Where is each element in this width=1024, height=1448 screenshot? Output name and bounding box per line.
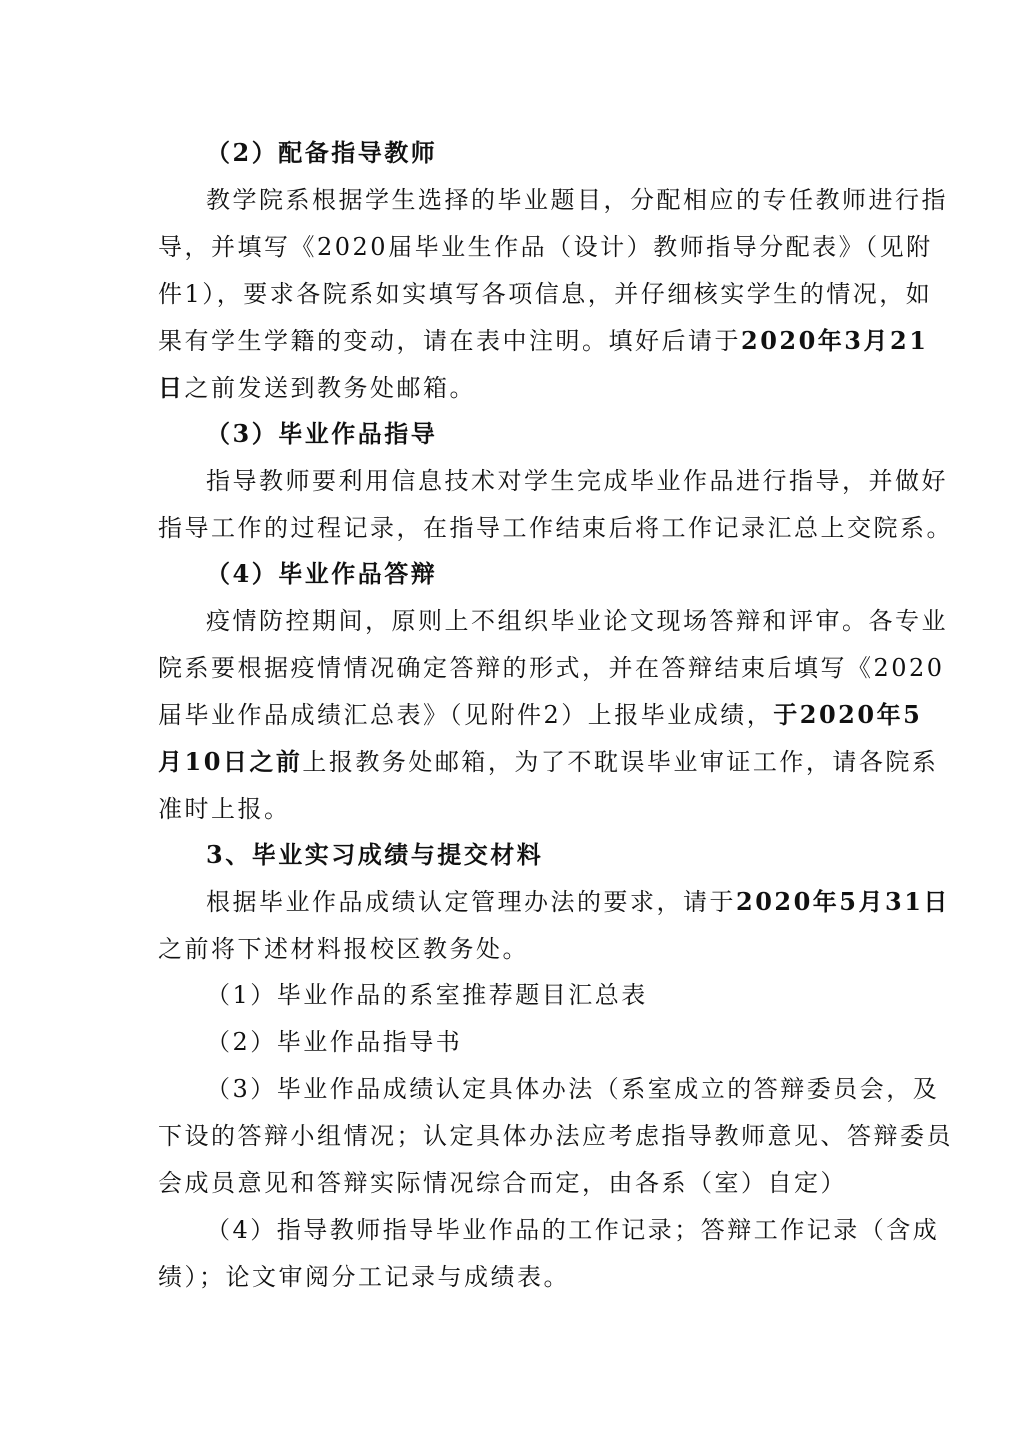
list-item-continuation: 会成员意见和答辩实际情况综合而定，由各系（室）自定） (158, 1169, 847, 1197)
paragraph-line: 准时上报。 (158, 795, 291, 823)
paragraph-line: 疫情防控期间，原则上不组织毕业论文现场答辩和评审。各专业 (206, 607, 948, 635)
paragraph-text: 上报教务处邮箱，为了不耽误毕业审证工作，请各院系 (302, 748, 939, 776)
list-item-continuation: 下设的答辩小组情况；认定具体办法应考虑指导教师意见、答辩委员 (158, 1122, 953, 1150)
paragraph-text: 根据毕业作品成绩认定管理办法的要求，请于 (206, 888, 736, 916)
deadline-date: 2020年3月21 (741, 326, 929, 355)
paragraph-line: 件1），要求各院系如实填写各项信息，并仔细核实学生的情况，如 (158, 280, 933, 308)
paragraph-line (206, 882, 950, 922)
paragraph-line: 指导工作的过程记录，在指导工作结束后将工作记录汇总上交院系。 (158, 514, 953, 542)
paragraph-line: 教学院系根据学生选择的毕业题目，分配相应的专任教师进行指 (206, 186, 948, 214)
paragraph-line (158, 368, 870, 408)
list-item: （3）毕业作品成绩认定具体办法（系室成立的答辩委员会，及 (206, 1075, 940, 1103)
list-item: （2）毕业作品指导书 (206, 1028, 463, 1056)
paragraph-line: 院系要根据疫情情况确定答辩的形式，并在答辩结束后填写《2020 (158, 654, 945, 682)
section-heading-defense: （4）毕业作品答辩 (206, 559, 438, 588)
paragraph-text: 之前发送到教务处邮箱。 (184, 374, 476, 402)
paragraph-text: 届毕业作品成绩汇总表》（见附件2）上报毕业成绩， (158, 701, 774, 729)
section-heading-guidance: （3）毕业作品指导 (206, 419, 438, 448)
paragraph-line (158, 742, 939, 782)
deadline-date: 月10日之前 (158, 747, 303, 776)
list-item: （1）毕业作品的系室推荐题目汇总表 (206, 981, 648, 1009)
list-item-continuation: 绩）；论文审阅分工记录与成绩表。 (158, 1263, 570, 1291)
paragraph-line: 指导教师要利用信息技术对学生完成毕业作品进行指导，并做好 (206, 467, 948, 495)
deadline-date: 于2020年5 (773, 700, 923, 729)
deadline-date: 日 (158, 373, 185, 402)
paragraph-line: 之前将下述材料报校区教务处。 (158, 935, 529, 963)
paragraph-line (158, 321, 929, 361)
list-item: （4）指导教师指导毕业作品的工作记录；答辩工作记录（含成 (206, 1216, 940, 1244)
paragraph-line (158, 695, 923, 735)
part-heading-internship-materials: 3、毕业实习成绩与提交材料 (206, 840, 544, 869)
section-heading-assign-teachers: （2）配备指导教师 (206, 138, 438, 167)
deadline-date: 2020年5月31日 (736, 887, 950, 916)
paragraph-line: 导，并填写《2020届毕业生作品（设计）教师指导分配表》（见附 (158, 233, 933, 261)
paragraph-text: 果有学生学籍的变动，请在表中注明。填好后请于 (158, 327, 741, 355)
